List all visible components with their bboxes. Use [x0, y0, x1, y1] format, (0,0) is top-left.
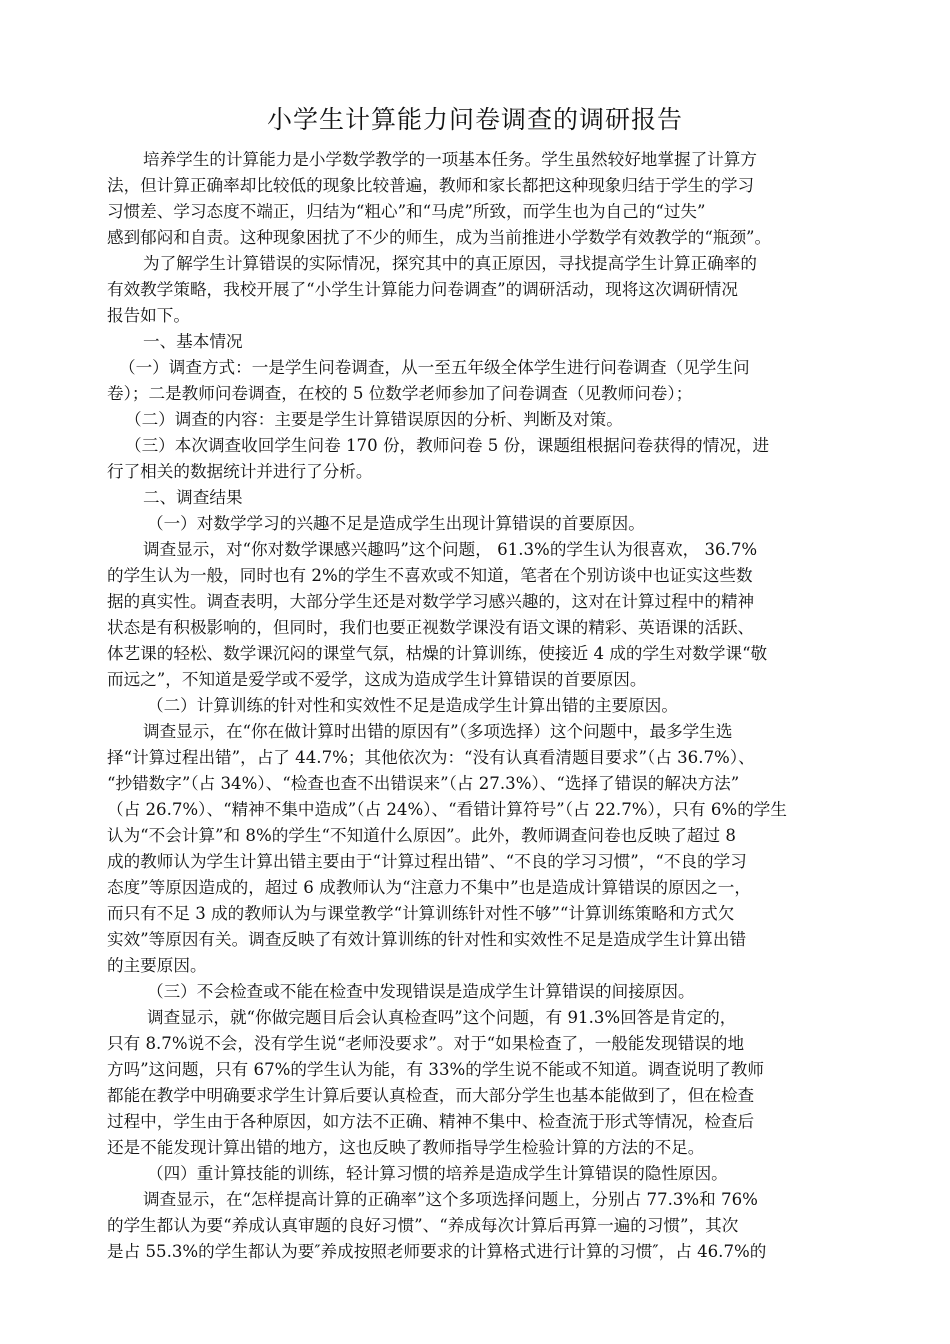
- text-line: （二）计算训练的针对性和实效性不足是造成学生计算出错的主要原因。: [147, 696, 678, 715]
- text-line: 有效教学策略，我校开展了“小学生计算能力问卷调查”的调研活动，现将这次调研情况: [107, 280, 738, 299]
- text-line: 调查显示，在“怎样提高计算的正确率”这个多项选择问题上，分别占 77.3%和 76%: [143, 1190, 758, 1209]
- text-line: 的主要原因。: [107, 956, 207, 975]
- text-line: （三）不会检查或不能在检查中发现错误是造成学生计算错误的间接原因。: [147, 982, 695, 1001]
- text-line: 二、调查结果: [143, 488, 243, 507]
- text-line: 一、基本情况: [143, 332, 243, 351]
- text-line: 感到郁闷和自责。这种现象困扰了不少的师生，成为当前推进小学数学有效教学的“瓶颈”。: [107, 228, 772, 247]
- text-line: 过程中，学生由于各种原因，如方法不正确、精神不集中、检查流于形式等情况，检查后: [107, 1112, 755, 1131]
- text-line: 还是不能发现计算出错的地方，这也反映了教师指导学生检验计算的方法的不足。: [107, 1138, 705, 1157]
- text-line: 只有 8.7%说不会，没有学生说“老师没要求”。对于“如果检查了，一般能发现错误的地: [107, 1034, 745, 1053]
- text-line: 而只有不足 3 成的教师认为与课堂教学“计算训练针对性不够”“计算训练策略和方式欠: [107, 904, 735, 923]
- text-line: 方吗”这问题，只有 67%的学生认为能，有 33%的学生说不能或不知道。调查说明了教师: [107, 1060, 764, 1079]
- text-line: 习惯差、学习态度不端正，归结为“粗心”和“马虎”所致，而学生也为自己的“过失”: [107, 202, 706, 221]
- document-title: 小学生计算能力问卷调查的调研报告: [266, 105, 683, 134]
- text-line: （三）本次调查收回学生问卷 170 份，教师问卷 5 份，课题组根据问卷获得的情况，进: [125, 436, 770, 455]
- text-line: （四）重计算技能的训练，轻计算习惯的培养是造成学生计算错误的隐性原因。: [147, 1164, 728, 1183]
- text-line: 法，但计算正确率却比较低的现象比较普遍，教师和家长都把这种现象归结于学生的学习: [107, 176, 755, 195]
- text-line: 状态是有积极影响的，但同时，我们也要正视数学课没有语文课的精彩、英语课的活跃、: [107, 618, 755, 637]
- text-line: 调查显示，就“你做完题目后会认真检查吗”这个问题，有 91.3%回答是肯定的，: [147, 1008, 737, 1027]
- text-line: 实效”等原因有关。调查反映了有效计算训练的针对性和实效性不足是造成学生计算出错: [107, 930, 747, 949]
- text-line: 态度”等原因造成的，超过 6 成教师认为“注意力不集中”也是造成计算错误的原因之一，: [107, 878, 751, 897]
- text-line: 而远之”，不知道是爱学或不爱学，这成为造成学生计算错误的首要原因。: [107, 670, 647, 689]
- text-line: 都能在教学中明确要求学生计算后要认真检查，而大部分学生也基本能做到了，但在检查: [107, 1086, 755, 1105]
- text-line: 据的真实性。调查表明，大部分学生还是对数学学习感兴趣的，这对在计算过程中的精神: [107, 592, 755, 611]
- text-line: 调查显示，对“你对数学课感兴趣吗”这个问题， 61.3%的学生认为很喜欢， 36.7%: [143, 540, 758, 559]
- text-line: 调查显示，在“你在做计算时出错的原因有”（多项选择）这个问题中，最多学生选: [143, 722, 733, 741]
- text-line: 卷）；二是教师问卷调查，在校的 5 位数学老师参加了问卷调查（见教师问卷）；: [107, 384, 693, 403]
- text-line: 培养学生的计算能力是小学数学教学的一项基本任务。学生虽然较好地掌握了计算方: [143, 150, 757, 169]
- text-line: （占 26.7%）、“精神不集中造成”（占 24%）、“看错计算符号”（占 22.7%），只有 6%的学生: [107, 800, 787, 819]
- text-line: 行了相关的数据统计并进行了分析。: [107, 462, 373, 481]
- text-line: 是占 55.3%的学生都认为要″养成按照老师要求的计算格式进行计算的习惯″，占 46.7%的: [107, 1242, 767, 1261]
- text-line: （二）调查的内容：主要是学生计算错误原因的分析、判断及对策。: [125, 410, 623, 429]
- text-line: 择“计算过程出错”，占了 44.7%；其他依次为：“没有认真看清题目要求”（占 36.7%）、: [107, 748, 755, 767]
- text-line: 体艺课的轻松、数学课沉闷的课堂气氛，枯燥的计算训练，使接近 4 成的学生对数学课“敬: [107, 644, 768, 663]
- text-line: 报告如下。: [107, 306, 190, 325]
- text-line: 的学生认为一般，同时也有 2%的学生不喜欢或不知道，笔者在个别访谈中也证实这些数: [107, 566, 753, 585]
- text-line: 成的教师认为学生计算出错主要由于“计算过程出错”、“不良的学习习惯”，“不良的学习: [107, 852, 747, 871]
- text-line: （一）对数学学习的兴趣不足是造成学生出现计算错误的首要原因。: [147, 514, 645, 533]
- text-line: 的学生都认为要“养成认真审题的良好习惯”、“养成每次计算后再算一遍的习惯”，其次: [107, 1216, 739, 1235]
- text-line: “抄错数字”（占 34%）、“检查也查不出错误来”（占 27.3%）、“选择了错误的解决方法”: [107, 774, 740, 793]
- text-line: （一）调查方式：一是学生问卷调查，从一至五年级全体学生进行问卷调查（见学生问: [119, 358, 750, 377]
- text-line: 为了解学生计算错误的实际情况，探究其中的真正原因，寻找提高学生计算正确率的: [143, 254, 757, 273]
- text-line: 认为“不会计算”和 8%的学生“不知道什么原因”。此外，教师调查问卷也反映了超过 8: [107, 826, 736, 845]
- document-body: [107, 147, 849, 1265]
